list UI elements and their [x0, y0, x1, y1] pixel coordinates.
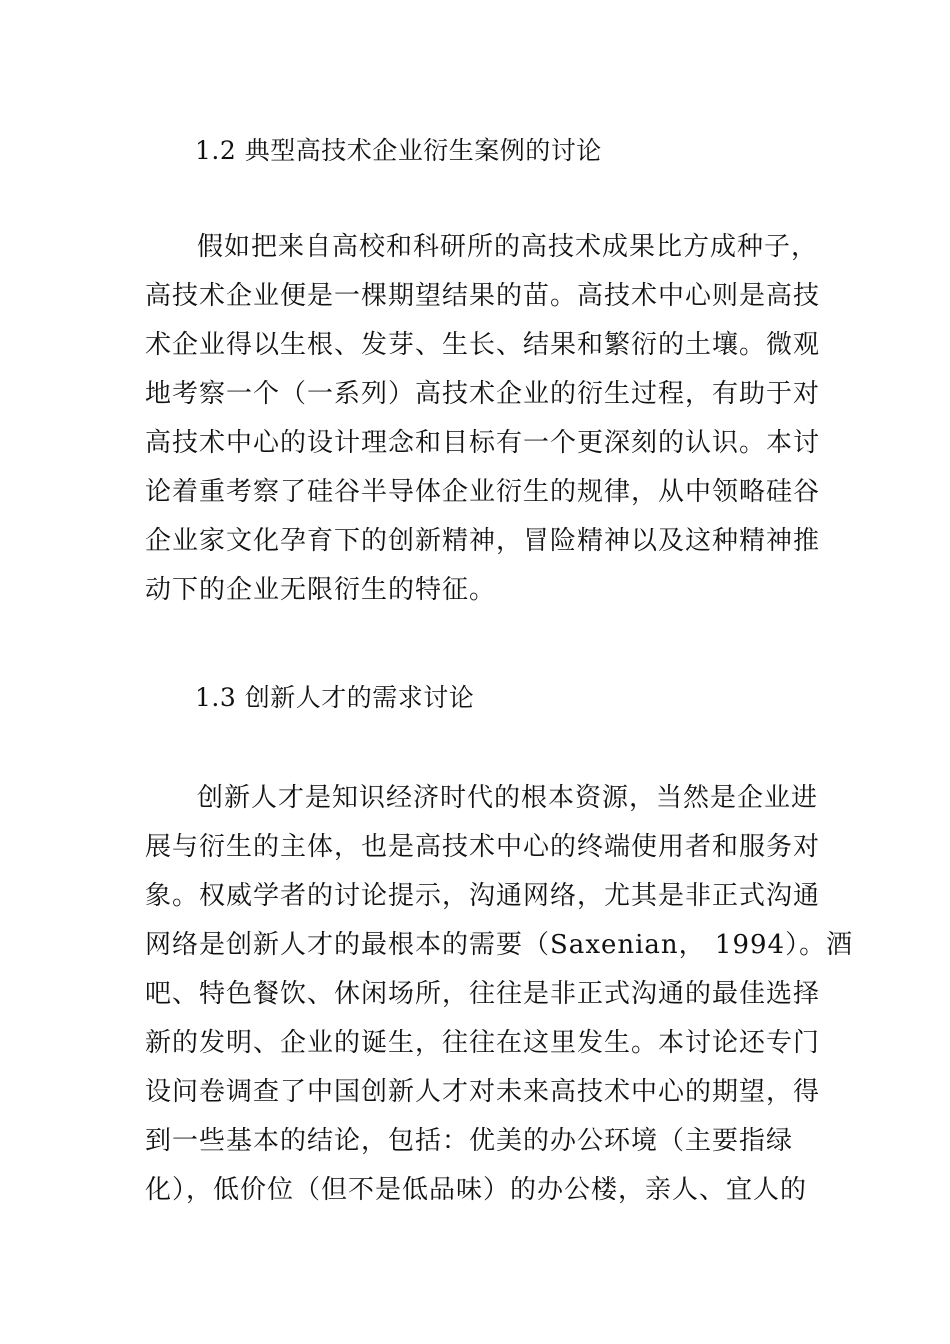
paragraph-line: 假如把来自高校和科研所的高技术成果比方成种子，: [197, 232, 819, 262]
paragraph-line: 论着重考察了硅谷半导体企业衍生的规律，从中领略硅谷: [145, 477, 821, 507]
paragraph-line: 高技术企业便是一棵期望结果的苗。高技术中心则是高技: [145, 281, 821, 311]
paragraph-line: 动下的企业无限衍生的特征。: [145, 575, 497, 605]
paragraph-line: 网络是创新人才的最根本的需要（Saxenian， 1994）。酒: [145, 930, 854, 960]
paragraph-line: 展与衍生的主体，也是高技术中心的终端使用者和服务对: [145, 832, 821, 862]
paragraph-line: 到一些基本的结论，包括：优美的办公环境（主要指绿: [145, 1126, 794, 1156]
paragraph-line: 企业家文化孕育下的创新精神，冒险精神以及这种精神推: [145, 526, 821, 556]
paragraph-talent-demand: [145, 774, 854, 1215]
paragraph-line: 地考察一个（一系列）高技术企业的衍生过程，有助于对: [145, 379, 821, 409]
paragraph-line: 化），低价位（但不是低品味）的办公楼，亲人、宜人的: [145, 1175, 808, 1205]
section-heading-1-3: 1.3 创新人才的需求讨论: [195, 683, 475, 712]
paragraph-line: 高技术中心的设计理念和目标有一个更深刻的认识。本讨: [145, 428, 821, 458]
paragraph-line: 吧、特色餐饮、休闲场所，往往是非正式沟通的最佳选择: [145, 979, 821, 1009]
paragraph-line: 新的发明、企业的诞生，往往在这里发生。本讨论还专门: [145, 1028, 821, 1058]
paragraph-line: 象。权威学者的讨论提示，沟通网络，尤其是非正式沟通: [145, 881, 821, 911]
paragraph-enterprise-derivation: [145, 223, 821, 615]
paragraph-line: 创新人才是知识经济时代的根本资源，当然是企业进: [197, 783, 819, 813]
section-heading-1-2: 1.2 典型高技术企业衍生案例的讨论: [195, 136, 602, 165]
paragraph-line: 设问卷调查了中国创新人才对未来高技术中心的期望，得: [145, 1077, 821, 1107]
paragraph-line: 术企业得以生根、发芽、生长、结果和繁衍的土壤。微观: [145, 330, 821, 360]
